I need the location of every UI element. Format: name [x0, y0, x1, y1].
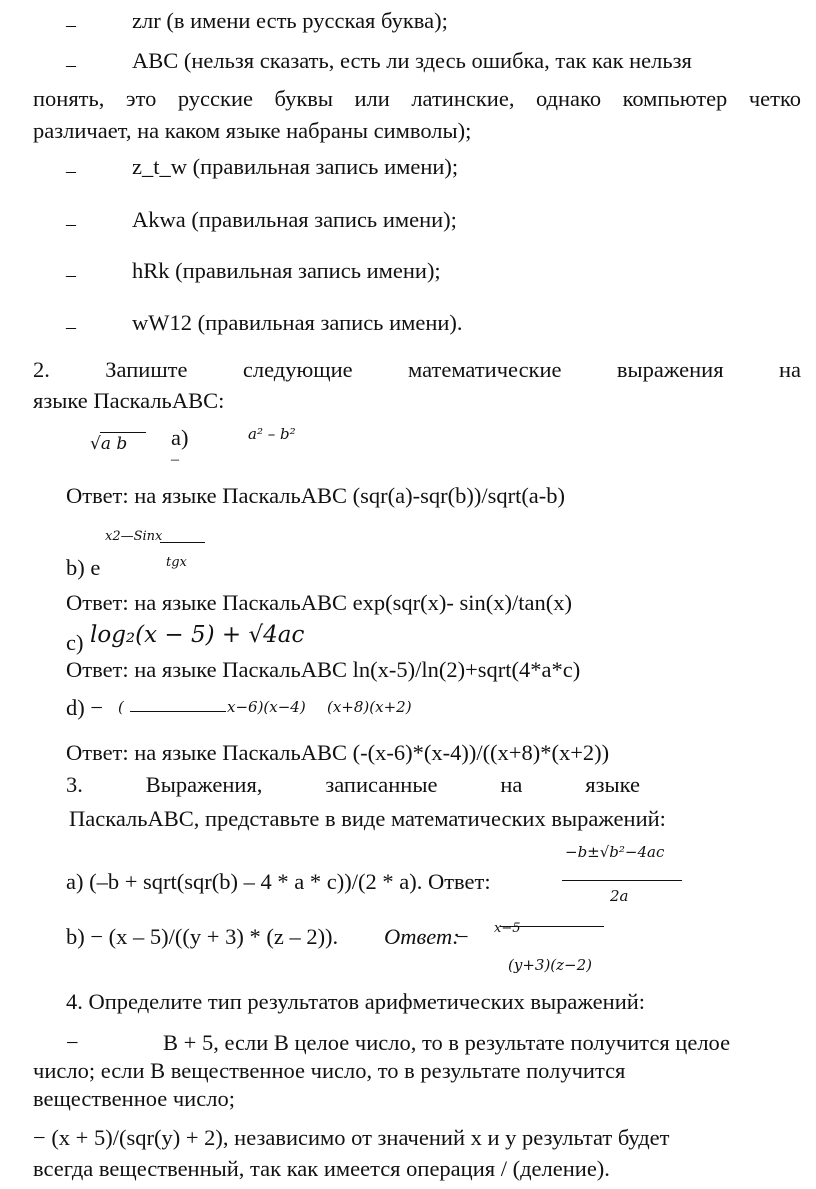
sqrt-expression: √a b — [90, 434, 128, 454]
item-label-c: c) — [66, 630, 84, 655]
numerator-d: x−6)(x−4) — [227, 698, 306, 716]
list-dash: – — [66, 160, 76, 182]
exponent-b: x2—Sinx — [105, 529, 163, 544]
list-dash: – — [66, 213, 76, 235]
task4-item2-continuation: всегда вещественный, так как имеется операция / (деление). — [33, 1156, 610, 1181]
sqrt-overbar — [100, 432, 146, 433]
denominator-b: tgx — [166, 555, 187, 570]
fraction-bar — [500, 926, 604, 927]
task4-item2: − (x + 5)/(sqr(y) + 2), независимо от значений x и y результат будет — [33, 1125, 670, 1150]
denominator-3b: (y+3)(z−2) — [508, 956, 593, 974]
fraction-bar — [130, 711, 226, 712]
item-label: а) — [171, 425, 189, 450]
list-dash: – — [66, 14, 76, 36]
task3-heading: 3. Выражения, записанные на языке — [66, 772, 640, 797]
item-3a: а) (–b + sqrt(sqr(b) – 4 * a * c))/(2 * a). Ответ: — [66, 869, 491, 894]
list-item-continuation: различает, на каком языке набраны символы); — [33, 118, 472, 143]
minus-sign: – — [171, 451, 179, 468]
item-label-d: d) − — [66, 695, 104, 720]
list-item: hRk (правильная запись имени); — [132, 258, 441, 283]
task2-heading-continuation: языке ПаскальABC: — [33, 388, 225, 413]
task2-heading: 2. Запиште следующие математические выражения на — [33, 357, 801, 382]
task4-item1-continuation: вещественное число; — [33, 1086, 235, 1111]
list-item: wW12 (правильная запись имени). — [132, 310, 463, 335]
task4-item1: B + 5, если B целое число, то в результате получится целое — [163, 1030, 731, 1055]
numerator-3a: −b±√b²−4ac — [565, 843, 665, 861]
list-item: z_t_w (правильная запись имени); — [132, 154, 459, 179]
answer-label-3b: Ответ: — [384, 924, 460, 949]
answer-a: Ответ: на языке ПаскальABC (sqr(a)-sqr(b))/sqrt(a-b) — [66, 483, 566, 508]
minus-sign: − — [456, 924, 469, 949]
task4-heading: 4. Определите тип результатов арифметических выражений: — [66, 989, 646, 1014]
list-item: ABC (нельзя сказать, есть ли здесь ошибка, так как нельзя — [132, 48, 692, 73]
list-dash: – — [66, 264, 76, 286]
answer-c: Ответ: на языке ПаскальABC ln(x-5)/ln(2)+sqrt(4*a*c) — [66, 657, 581, 682]
formula-c: log₂(x − 5) + √4ac — [90, 622, 305, 648]
task4-item1-continuation: число; если B вещественное число, то в результате получится — [33, 1058, 626, 1083]
item-3b: b) − (x – 5)/((y + 3) * (z – 2)). — [66, 924, 339, 949]
formula-a: a² – b² — [248, 425, 296, 443]
list-item: zлr (в имени есть русская буква); — [132, 8, 448, 33]
fraction-bar — [160, 542, 205, 543]
fraction-bar — [562, 880, 682, 881]
denominator-d: (x+8)(x+2) — [327, 698, 412, 716]
denominator-3a: 2a — [610, 887, 629, 905]
answer-d: Ответ: на языке ПаскальABC (-(x-6)*(x-4))/((x+8)*(x+2)) — [66, 740, 610, 765]
task3-heading-continuation: ПаскальABC, представьте в виде математических выражений: — [69, 806, 666, 831]
list-dash: − — [66, 1030, 79, 1055]
item-label-b: b) e — [66, 555, 101, 580]
list-dash: – — [66, 54, 76, 76]
numerator-3b: x−5 — [494, 921, 521, 936]
list-item-continuation: понять, это русские буквы или латинские, однако компьютер четко — [33, 86, 801, 111]
list-item: Akwa (правильная запись имени); — [132, 207, 457, 232]
answer-b: Ответ: на языке ПаскальABC exp(sqr(x)- sin(x)/tan(x) — [66, 590, 572, 615]
list-dash: – — [66, 316, 76, 338]
open-paren: ( — [118, 698, 124, 716]
